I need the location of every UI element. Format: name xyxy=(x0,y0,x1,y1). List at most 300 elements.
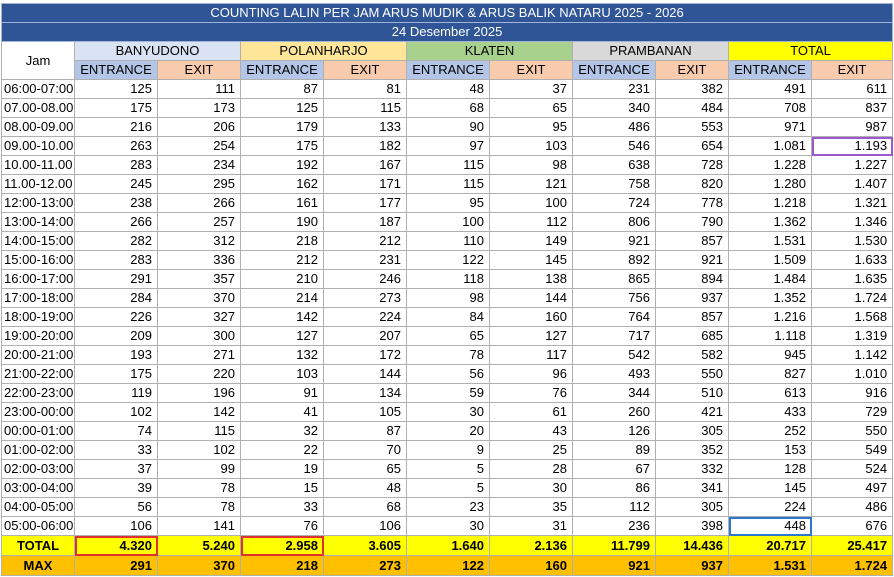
cell-klaten-exit[interactable]: 98 xyxy=(490,156,573,175)
hour-cell[interactable]: 07.00-08.00 xyxy=(2,99,75,118)
cell-klaten-entrance[interactable]: 118 xyxy=(407,270,490,289)
cell-prambanan-entrance[interactable]: 756 xyxy=(573,289,656,308)
total-cell-banyudono-exit[interactable]: 5.240 xyxy=(158,536,241,556)
cell-polanharjo-exit[interactable]: 177 xyxy=(324,194,407,213)
total-cell-banyudono-entrance[interactable]: 4.320 xyxy=(75,536,158,556)
hour-cell[interactable]: 20:00-21:00 xyxy=(2,346,75,365)
cell-prambanan-exit[interactable]: 510 xyxy=(656,384,729,403)
cell-banyudono-exit[interactable]: 78 xyxy=(158,498,241,517)
cell-total-entrance[interactable]: 128 xyxy=(729,460,812,479)
cell-polanharjo-entrance[interactable]: 210 xyxy=(241,270,324,289)
cell-klaten-entrance[interactable]: 30 xyxy=(407,403,490,422)
cell-banyudono-entrance[interactable]: 282 xyxy=(75,232,158,251)
cell-total-exit[interactable]: 1.530 xyxy=(812,232,893,251)
cell-banyudono-exit[interactable]: 141 xyxy=(158,517,241,536)
cell-prambanan-exit[interactable]: 352 xyxy=(656,441,729,460)
cell-prambanan-entrance[interactable]: 758 xyxy=(573,175,656,194)
cell-klaten-entrance[interactable]: 97 xyxy=(407,137,490,156)
cell-total-entrance[interactable]: 252 xyxy=(729,422,812,441)
cell-prambanan-exit[interactable]: 332 xyxy=(656,460,729,479)
cell-prambanan-entrance[interactable]: 486 xyxy=(573,118,656,137)
cell-banyudono-exit[interactable]: 196 xyxy=(158,384,241,403)
max-cell-prambanan-entrance[interactable]: 921 xyxy=(573,556,656,576)
cell-polanharjo-entrance[interactable]: 87 xyxy=(241,80,324,99)
cell-polanharjo-exit[interactable]: 144 xyxy=(324,365,407,384)
cell-banyudono-entrance[interactable]: 283 xyxy=(75,156,158,175)
cell-klaten-exit[interactable]: 95 xyxy=(490,118,573,137)
cell-polanharjo-exit[interactable]: 182 xyxy=(324,137,407,156)
cell-total-entrance[interactable]: 1.280 xyxy=(729,175,812,194)
cell-total-entrance[interactable]: 708 xyxy=(729,99,812,118)
hour-cell[interactable]: 00:00-01:00 xyxy=(2,422,75,441)
cell-polanharjo-entrance[interactable]: 19 xyxy=(241,460,324,479)
cell-polanharjo-exit[interactable]: 115 xyxy=(324,99,407,118)
total-cell-total-exit[interactable]: 25.417 xyxy=(812,536,893,556)
cell-prambanan-entrance[interactable]: 493 xyxy=(573,365,656,384)
hour-cell[interactable]: 18:00-19:00 xyxy=(2,308,75,327)
cell-banyudono-entrance[interactable]: 175 xyxy=(75,365,158,384)
sub-header-exit[interactable]: EXIT xyxy=(812,61,893,80)
cell-polanharjo-exit[interactable]: 70 xyxy=(324,441,407,460)
cell-prambanan-exit[interactable]: 421 xyxy=(656,403,729,422)
cell-total-exit[interactable]: 1.193 xyxy=(812,137,893,156)
max-cell-total-exit[interactable]: 1.724 xyxy=(812,556,893,576)
cell-klaten-entrance[interactable]: 100 xyxy=(407,213,490,232)
cell-total-exit[interactable]: 1.635 xyxy=(812,270,893,289)
max-cell-klaten-entrance[interactable]: 122 xyxy=(407,556,490,576)
cell-prambanan-entrance[interactable]: 638 xyxy=(573,156,656,175)
cell-total-exit[interactable]: 729 xyxy=(812,403,893,422)
cell-total-entrance[interactable]: 224 xyxy=(729,498,812,517)
hour-cell[interactable]: 02:00-03:00 xyxy=(2,460,75,479)
cell-banyudono-exit[interactable]: 220 xyxy=(158,365,241,384)
cell-klaten-entrance[interactable]: 5 xyxy=(407,479,490,498)
total-cell-polanharjo-entrance[interactable]: 2.958 xyxy=(241,536,324,556)
cell-polanharjo-exit[interactable]: 87 xyxy=(324,422,407,441)
cell-polanharjo-entrance[interactable]: 218 xyxy=(241,232,324,251)
cell-prambanan-entrance[interactable]: 236 xyxy=(573,517,656,536)
cell-total-entrance[interactable]: 827 xyxy=(729,365,812,384)
cell-banyudono-entrance[interactable]: 125 xyxy=(75,80,158,99)
table-date[interactable]: 24 Desember 2025 xyxy=(2,23,893,42)
hour-cell[interactable]: 13:00-14:00 xyxy=(2,213,75,232)
cell-banyudono-entrance[interactable]: 266 xyxy=(75,213,158,232)
cell-klaten-exit[interactable]: 96 xyxy=(490,365,573,384)
cell-banyudono-entrance[interactable]: 284 xyxy=(75,289,158,308)
cell-prambanan-exit[interactable]: 778 xyxy=(656,194,729,213)
cell-total-entrance[interactable]: 1.118 xyxy=(729,327,812,346)
cell-total-entrance[interactable]: 1.352 xyxy=(729,289,812,308)
cell-polanharjo-exit[interactable]: 212 xyxy=(324,232,407,251)
cell-banyudono-exit[interactable]: 312 xyxy=(158,232,241,251)
cell-klaten-exit[interactable]: 43 xyxy=(490,422,573,441)
cell-prambanan-exit[interactable]: 305 xyxy=(656,498,729,517)
cell-total-exit[interactable]: 524 xyxy=(812,460,893,479)
cell-prambanan-exit[interactable]: 305 xyxy=(656,422,729,441)
hour-cell[interactable]: 14:00-15:00 xyxy=(2,232,75,251)
cell-total-entrance[interactable]: 971 xyxy=(729,118,812,137)
cell-prambanan-exit[interactable]: 728 xyxy=(656,156,729,175)
cell-prambanan-entrance[interactable]: 260 xyxy=(573,403,656,422)
cell-banyudono-exit[interactable]: 357 xyxy=(158,270,241,289)
cell-klaten-entrance[interactable]: 115 xyxy=(407,156,490,175)
cell-prambanan-exit[interactable]: 654 xyxy=(656,137,729,156)
cell-klaten-exit[interactable]: 28 xyxy=(490,460,573,479)
cell-prambanan-exit[interactable]: 820 xyxy=(656,175,729,194)
cell-total-entrance[interactable]: 145 xyxy=(729,479,812,498)
cell-prambanan-entrance[interactable]: 231 xyxy=(573,80,656,99)
cell-polanharjo-entrance[interactable]: 76 xyxy=(241,517,324,536)
cell-prambanan-entrance[interactable]: 542 xyxy=(573,346,656,365)
cell-total-exit[interactable]: 611 xyxy=(812,80,893,99)
cell-polanharjo-entrance[interactable]: 125 xyxy=(241,99,324,118)
cell-prambanan-exit[interactable]: 921 xyxy=(656,251,729,270)
cell-prambanan-entrance[interactable]: 86 xyxy=(573,479,656,498)
cell-prambanan-entrance[interactable]: 921 xyxy=(573,232,656,251)
cell-total-entrance[interactable]: 1.216 xyxy=(729,308,812,327)
cell-prambanan-entrance[interactable]: 892 xyxy=(573,251,656,270)
total-cell-polanharjo-exit[interactable]: 3.605 xyxy=(324,536,407,556)
sub-header-exit[interactable]: EXIT xyxy=(490,61,573,80)
cell-klaten-exit[interactable]: 61 xyxy=(490,403,573,422)
max-cell-polanharjo-entrance[interactable]: 218 xyxy=(241,556,324,576)
total-cell-prambanan-entrance[interactable]: 11.799 xyxy=(573,536,656,556)
hour-cell[interactable]: 06:00-07:00 xyxy=(2,80,75,99)
group-header-total[interactable]: TOTAL xyxy=(729,42,893,61)
cell-polanharjo-entrance[interactable]: 91 xyxy=(241,384,324,403)
cell-klaten-entrance[interactable]: 30 xyxy=(407,517,490,536)
hour-cell[interactable]: 15:00-16:00 xyxy=(2,251,75,270)
cell-banyudono-exit[interactable]: 271 xyxy=(158,346,241,365)
cell-prambanan-exit[interactable]: 857 xyxy=(656,232,729,251)
sub-header-exit[interactable]: EXIT xyxy=(656,61,729,80)
cell-banyudono-entrance[interactable]: 245 xyxy=(75,175,158,194)
cell-prambanan-exit[interactable]: 382 xyxy=(656,80,729,99)
cell-prambanan-exit[interactable]: 790 xyxy=(656,213,729,232)
cell-klaten-exit[interactable]: 117 xyxy=(490,346,573,365)
cell-banyudono-entrance[interactable]: 226 xyxy=(75,308,158,327)
cell-prambanan-entrance[interactable]: 717 xyxy=(573,327,656,346)
cell-prambanan-exit[interactable]: 550 xyxy=(656,365,729,384)
cell-total-entrance[interactable]: 448 xyxy=(729,517,812,536)
cell-total-exit[interactable]: 1.407 xyxy=(812,175,893,194)
cell-banyudono-entrance[interactable]: 263 xyxy=(75,137,158,156)
cell-klaten-exit[interactable]: 76 xyxy=(490,384,573,403)
cell-banyudono-entrance[interactable]: 175 xyxy=(75,99,158,118)
cell-banyudono-exit[interactable]: 300 xyxy=(158,327,241,346)
cell-polanharjo-entrance[interactable]: 33 xyxy=(241,498,324,517)
cell-banyudono-exit[interactable]: 266 xyxy=(158,194,241,213)
cell-klaten-entrance[interactable]: 84 xyxy=(407,308,490,327)
max-cell-banyudono-exit[interactable]: 370 xyxy=(158,556,241,576)
cell-polanharjo-entrance[interactable]: 22 xyxy=(241,441,324,460)
cell-prambanan-entrance[interactable]: 806 xyxy=(573,213,656,232)
cell-klaten-exit[interactable]: 37 xyxy=(490,80,573,99)
cell-prambanan-exit[interactable]: 553 xyxy=(656,118,729,137)
cell-total-exit[interactable]: 676 xyxy=(812,517,893,536)
cell-klaten-entrance[interactable]: 9 xyxy=(407,441,490,460)
cell-banyudono-exit[interactable]: 99 xyxy=(158,460,241,479)
cell-polanharjo-entrance[interactable]: 192 xyxy=(241,156,324,175)
sub-header-entrance[interactable]: ENTRANCE xyxy=(407,61,490,80)
cell-klaten-exit[interactable]: 121 xyxy=(490,175,573,194)
cell-total-exit[interactable]: 550 xyxy=(812,422,893,441)
total-cell-prambanan-exit[interactable]: 14.436 xyxy=(656,536,729,556)
cell-polanharjo-exit[interactable]: 273 xyxy=(324,289,407,308)
cell-banyudono-exit[interactable]: 327 xyxy=(158,308,241,327)
cell-prambanan-exit[interactable]: 857 xyxy=(656,308,729,327)
cell-polanharjo-exit[interactable]: 187 xyxy=(324,213,407,232)
max-label[interactable]: MAX xyxy=(2,556,75,576)
hour-cell[interactable]: 11.00-12.00 xyxy=(2,175,75,194)
cell-banyudono-exit[interactable]: 115 xyxy=(158,422,241,441)
cell-prambanan-exit[interactable]: 685 xyxy=(656,327,729,346)
sub-header-exit[interactable]: EXIT xyxy=(324,61,407,80)
cell-klaten-entrance[interactable]: 56 xyxy=(407,365,490,384)
cell-total-entrance[interactable]: 491 xyxy=(729,80,812,99)
cell-klaten-entrance[interactable]: 78 xyxy=(407,346,490,365)
cell-total-exit[interactable]: 1.142 xyxy=(812,346,893,365)
cell-banyudono-entrance[interactable]: 291 xyxy=(75,270,158,289)
cell-klaten-exit[interactable]: 65 xyxy=(490,99,573,118)
cell-polanharjo-exit[interactable]: 81 xyxy=(324,80,407,99)
sub-header-entrance[interactable]: ENTRANCE xyxy=(729,61,812,80)
cell-total-exit[interactable]: 486 xyxy=(812,498,893,517)
cell-banyudono-exit[interactable]: 78 xyxy=(158,479,241,498)
total-cell-klaten-exit[interactable]: 2.136 xyxy=(490,536,573,556)
cell-klaten-entrance[interactable]: 90 xyxy=(407,118,490,137)
cell-klaten-exit[interactable]: 100 xyxy=(490,194,573,213)
cell-banyudono-entrance[interactable]: 74 xyxy=(75,422,158,441)
group-header-polanharjo[interactable]: POLANHARJO xyxy=(241,42,407,61)
cell-klaten-entrance[interactable]: 110 xyxy=(407,232,490,251)
cell-banyudono-exit[interactable]: 254 xyxy=(158,137,241,156)
cell-prambanan-entrance[interactable]: 865 xyxy=(573,270,656,289)
cell-polanharjo-exit[interactable]: 105 xyxy=(324,403,407,422)
cell-banyudono-entrance[interactable]: 283 xyxy=(75,251,158,270)
cell-total-entrance[interactable]: 1.509 xyxy=(729,251,812,270)
cell-polanharjo-exit[interactable]: 224 xyxy=(324,308,407,327)
cell-total-entrance[interactable]: 1.228 xyxy=(729,156,812,175)
cell-polanharjo-entrance[interactable]: 162 xyxy=(241,175,324,194)
cell-polanharjo-exit[interactable]: 48 xyxy=(324,479,407,498)
hour-cell[interactable]: 01:00-02:00 xyxy=(2,441,75,460)
cell-banyudono-exit[interactable]: 206 xyxy=(158,118,241,137)
cell-banyudono-exit[interactable]: 295 xyxy=(158,175,241,194)
hour-cell[interactable]: 08.00-09.00 xyxy=(2,118,75,137)
cell-klaten-entrance[interactable]: 68 xyxy=(407,99,490,118)
cell-klaten-entrance[interactable]: 65 xyxy=(407,327,490,346)
cell-polanharjo-exit[interactable]: 68 xyxy=(324,498,407,517)
cell-polanharjo-entrance[interactable]: 15 xyxy=(241,479,324,498)
max-cell-banyudono-entrance[interactable]: 291 xyxy=(75,556,158,576)
cell-total-entrance[interactable]: 613 xyxy=(729,384,812,403)
cell-polanharjo-entrance[interactable]: 212 xyxy=(241,251,324,270)
cell-klaten-entrance[interactable]: 48 xyxy=(407,80,490,99)
max-cell-klaten-exit[interactable]: 160 xyxy=(490,556,573,576)
cell-polanharjo-exit[interactable]: 207 xyxy=(324,327,407,346)
cell-banyudono-exit[interactable]: 102 xyxy=(158,441,241,460)
cell-klaten-exit[interactable]: 149 xyxy=(490,232,573,251)
cell-banyudono-entrance[interactable]: 56 xyxy=(75,498,158,517)
cell-total-exit[interactable]: 1.010 xyxy=(812,365,893,384)
cell-polanharjo-entrance[interactable]: 127 xyxy=(241,327,324,346)
hour-cell[interactable]: 04:00-05:00 xyxy=(2,498,75,517)
cell-banyudono-entrance[interactable]: 102 xyxy=(75,403,158,422)
cell-klaten-exit[interactable]: 25 xyxy=(490,441,573,460)
cell-prambanan-exit[interactable]: 398 xyxy=(656,517,729,536)
cell-klaten-entrance[interactable]: 20 xyxy=(407,422,490,441)
cell-polanharjo-entrance[interactable]: 132 xyxy=(241,346,324,365)
cell-prambanan-exit[interactable]: 582 xyxy=(656,346,729,365)
cell-total-exit[interactable]: 1.346 xyxy=(812,213,893,232)
max-cell-total-entrance[interactable]: 1.531 xyxy=(729,556,812,576)
cell-polanharjo-exit[interactable]: 246 xyxy=(324,270,407,289)
cell-banyudono-entrance[interactable]: 238 xyxy=(75,194,158,213)
table-title[interactable]: COUNTING LALIN PER JAM ARUS MUDIK & ARUS BALIK NATARU 2025 - 2026 xyxy=(2,4,893,23)
cell-prambanan-entrance[interactable]: 546 xyxy=(573,137,656,156)
cell-total-exit[interactable]: 497 xyxy=(812,479,893,498)
hour-cell[interactable]: 21:00-22:00 xyxy=(2,365,75,384)
cell-klaten-exit[interactable]: 112 xyxy=(490,213,573,232)
max-cell-prambanan-exit[interactable]: 937 xyxy=(656,556,729,576)
cell-klaten-exit[interactable]: 138 xyxy=(490,270,573,289)
cell-klaten-entrance[interactable]: 59 xyxy=(407,384,490,403)
cell-klaten-entrance[interactable]: 115 xyxy=(407,175,490,194)
cell-prambanan-entrance[interactable]: 764 xyxy=(573,308,656,327)
cell-prambanan-exit[interactable]: 341 xyxy=(656,479,729,498)
cell-banyudono-entrance[interactable]: 39 xyxy=(75,479,158,498)
hour-cell[interactable]: 23:00-00:00 xyxy=(2,403,75,422)
cell-banyudono-exit[interactable]: 336 xyxy=(158,251,241,270)
cell-banyudono-entrance[interactable]: 216 xyxy=(75,118,158,137)
sub-header-entrance[interactable]: ENTRANCE xyxy=(75,61,158,80)
cell-banyudono-entrance[interactable]: 209 xyxy=(75,327,158,346)
cell-polanharjo-exit[interactable]: 65 xyxy=(324,460,407,479)
cell-prambanan-entrance[interactable]: 67 xyxy=(573,460,656,479)
cell-banyudono-entrance[interactable]: 193 xyxy=(75,346,158,365)
hour-cell[interactable]: 09.00-10.00 xyxy=(2,137,75,156)
cell-total-exit[interactable]: 1.633 xyxy=(812,251,893,270)
cell-banyudono-entrance[interactable]: 106 xyxy=(75,517,158,536)
cell-banyudono-exit[interactable]: 257 xyxy=(158,213,241,232)
sub-header-exit[interactable]: EXIT xyxy=(158,61,241,80)
cell-polanharjo-exit[interactable]: 134 xyxy=(324,384,407,403)
hour-cell[interactable]: 19:00-20:00 xyxy=(2,327,75,346)
hour-cell[interactable]: 05:00-06:00 xyxy=(2,517,75,536)
cell-prambanan-entrance[interactable]: 344 xyxy=(573,384,656,403)
cell-polanharjo-entrance[interactable]: 142 xyxy=(241,308,324,327)
cell-total-entrance[interactable]: 945 xyxy=(729,346,812,365)
total-label[interactable]: TOTAL xyxy=(2,536,75,556)
cell-prambanan-exit[interactable]: 937 xyxy=(656,289,729,308)
cell-klaten-entrance[interactable]: 95 xyxy=(407,194,490,213)
cell-prambanan-entrance[interactable]: 112 xyxy=(573,498,656,517)
cell-klaten-exit[interactable]: 103 xyxy=(490,137,573,156)
cell-polanharjo-entrance[interactable]: 32 xyxy=(241,422,324,441)
total-cell-klaten-entrance[interactable]: 1.640 xyxy=(407,536,490,556)
cell-polanharjo-exit[interactable]: 171 xyxy=(324,175,407,194)
cell-prambanan-entrance[interactable]: 340 xyxy=(573,99,656,118)
cell-polanharjo-entrance[interactable]: 41 xyxy=(241,403,324,422)
cell-polanharjo-entrance[interactable]: 190 xyxy=(241,213,324,232)
cell-total-exit[interactable]: 1.319 xyxy=(812,327,893,346)
cell-klaten-exit[interactable]: 31 xyxy=(490,517,573,536)
cell-banyudono-entrance[interactable]: 119 xyxy=(75,384,158,403)
cell-prambanan-entrance[interactable]: 724 xyxy=(573,194,656,213)
cell-polanharjo-exit[interactable]: 167 xyxy=(324,156,407,175)
cell-banyudono-entrance[interactable]: 37 xyxy=(75,460,158,479)
cell-total-entrance[interactable]: 1.081 xyxy=(729,137,812,156)
cell-klaten-exit[interactable]: 30 xyxy=(490,479,573,498)
cell-total-entrance[interactable]: 153 xyxy=(729,441,812,460)
cell-klaten-exit[interactable]: 144 xyxy=(490,289,573,308)
cell-total-entrance[interactable]: 433 xyxy=(729,403,812,422)
cell-prambanan-entrance[interactable]: 89 xyxy=(573,441,656,460)
cell-polanharjo-entrance[interactable]: 103 xyxy=(241,365,324,384)
hour-cell[interactable]: 10.00-11.00 xyxy=(2,156,75,175)
cell-klaten-entrance[interactable]: 122 xyxy=(407,251,490,270)
cell-polanharjo-entrance[interactable]: 175 xyxy=(241,137,324,156)
group-header-banyudono[interactable]: BANYUDONO xyxy=(75,42,241,61)
hour-cell[interactable]: 12:00-13:00 xyxy=(2,194,75,213)
cell-banyudono-exit[interactable]: 142 xyxy=(158,403,241,422)
sub-header-entrance[interactable]: ENTRANCE xyxy=(573,61,656,80)
cell-total-exit[interactable]: 1.321 xyxy=(812,194,893,213)
cell-prambanan-exit[interactable]: 484 xyxy=(656,99,729,118)
group-header-klaten[interactable]: KLATEN xyxy=(407,42,573,61)
cell-total-entrance[interactable]: 1.531 xyxy=(729,232,812,251)
cell-klaten-exit[interactable]: 145 xyxy=(490,251,573,270)
cell-total-exit[interactable]: 1.724 xyxy=(812,289,893,308)
cell-polanharjo-entrance[interactable]: 179 xyxy=(241,118,324,137)
sub-header-entrance[interactable]: ENTRANCE xyxy=(241,61,324,80)
cell-total-exit[interactable]: 987 xyxy=(812,118,893,137)
total-cell-total-entrance[interactable]: 20.717 xyxy=(729,536,812,556)
cell-total-exit[interactable]: 916 xyxy=(812,384,893,403)
cell-banyudono-exit[interactable]: 173 xyxy=(158,99,241,118)
hour-cell[interactable]: 16:00-17:00 xyxy=(2,270,75,289)
cell-polanharjo-exit[interactable]: 106 xyxy=(324,517,407,536)
cell-klaten-exit[interactable]: 160 xyxy=(490,308,573,327)
hour-cell[interactable]: 22:00-23:00 xyxy=(2,384,75,403)
cell-total-exit[interactable]: 1.227 xyxy=(812,156,893,175)
cell-banyudono-exit[interactable]: 234 xyxy=(158,156,241,175)
cell-prambanan-entrance[interactable]: 126 xyxy=(573,422,656,441)
cell-klaten-exit[interactable]: 35 xyxy=(490,498,573,517)
cell-total-entrance[interactable]: 1.362 xyxy=(729,213,812,232)
cell-total-entrance[interactable]: 1.484 xyxy=(729,270,812,289)
hour-cell[interactable]: 03:00-04:00 xyxy=(2,479,75,498)
cell-polanharjo-exit[interactable]: 172 xyxy=(324,346,407,365)
cell-polanharjo-entrance[interactable]: 161 xyxy=(241,194,324,213)
cell-klaten-entrance[interactable]: 98 xyxy=(407,289,490,308)
cell-polanharjo-entrance[interactable]: 214 xyxy=(241,289,324,308)
cell-banyudono-exit[interactable]: 370 xyxy=(158,289,241,308)
hour-cell[interactable]: 17:00-18:00 xyxy=(2,289,75,308)
cell-banyudono-entrance[interactable]: 33 xyxy=(75,441,158,460)
cell-klaten-entrance[interactable]: 23 xyxy=(407,498,490,517)
cell-klaten-entrance[interactable]: 5 xyxy=(407,460,490,479)
cell-total-exit[interactable]: 837 xyxy=(812,99,893,118)
max-cell-polanharjo-exit[interactable]: 273 xyxy=(324,556,407,576)
cell-total-exit[interactable]: 549 xyxy=(812,441,893,460)
cell-prambanan-exit[interactable]: 894 xyxy=(656,270,729,289)
cell-polanharjo-exit[interactable]: 133 xyxy=(324,118,407,137)
jam-header[interactable]: Jam xyxy=(2,42,75,80)
cell-total-exit[interactable]: 1.568 xyxy=(812,308,893,327)
cell-banyudono-exit[interactable]: 111 xyxy=(158,80,241,99)
